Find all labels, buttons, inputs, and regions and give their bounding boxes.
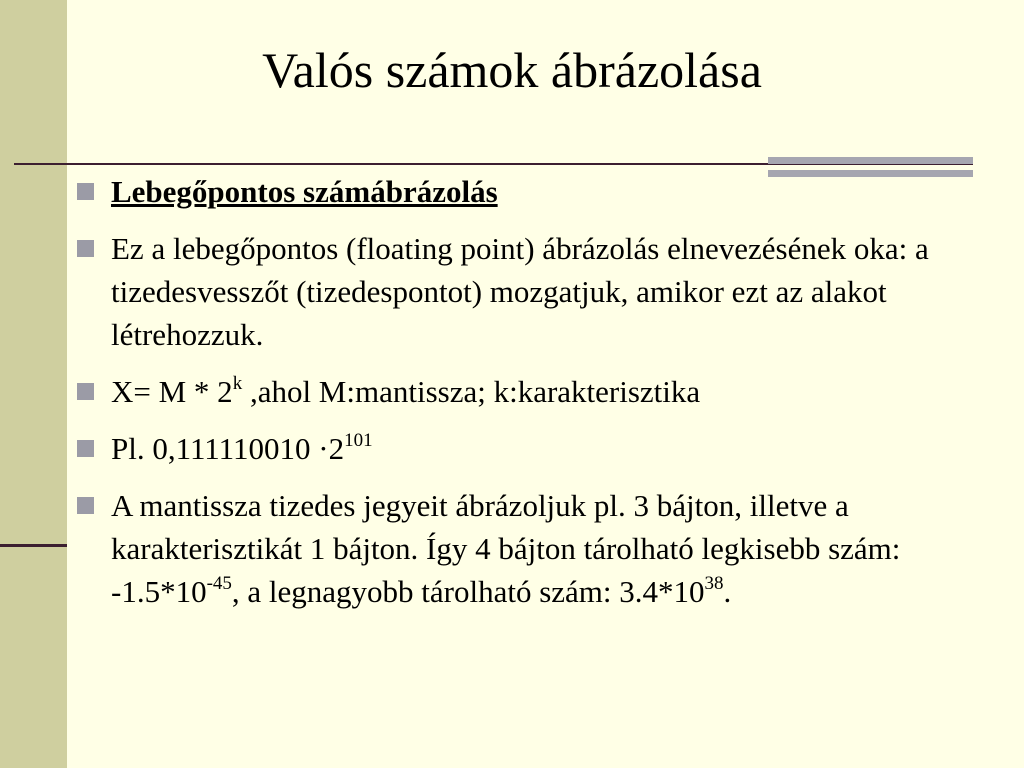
left-decorative-bar (0, 0, 67, 768)
storage-exponent-2: 38 (704, 573, 724, 594)
bullet-formula (77, 370, 957, 413)
storage-text-3: . (723, 574, 732, 609)
storage-text-2: , a legnagyobb tárolható szám: 3.4*10 (231, 574, 705, 609)
slide-title: Valós számok ábrázolása (262, 42, 762, 98)
square-bullet-icon (77, 183, 94, 200)
storage-exponent-1: -45 (206, 573, 232, 594)
bullet-intro (77, 227, 957, 356)
bullet-list (77, 170, 957, 627)
example-prefix: Pl. 0,111110010 ·2 (111, 431, 345, 466)
accent-bar-top (768, 157, 973, 164)
formula-suffix: ,ahol M:mantissza; k:karakterisztika (242, 374, 701, 409)
left-divider-line (0, 544, 67, 547)
formula-prefix: X= M * 2 (111, 374, 233, 409)
section-heading: Lebegőpontos számábrázolás (111, 174, 498, 209)
square-bullet-icon (77, 383, 94, 400)
intro-text: Ez a lebegőpontos (floating point) ábrázolás elnevezésének oka: a tizedesvesszőt (tizedespontot) mozgatjuk, amikor ezt az alakot létrehozzuk. (111, 231, 929, 352)
bullet-heading (77, 170, 957, 213)
square-bullet-icon (77, 497, 94, 514)
storage-text-1: A mantissza tizedes jegyeit ábrázoljuk pl. 3 bájton, illetve a karakterisztikát 1 bájton. Így 4 bájton tárolható legkisebb szám: -1.5*10 (111, 488, 901, 609)
bullet-storage (77, 484, 957, 613)
example-exponent: 101 (344, 430, 373, 451)
square-bullet-icon (77, 440, 94, 457)
formula-exponent: k (232, 373, 243, 394)
bullet-example (77, 427, 957, 470)
square-bullet-icon (77, 240, 94, 257)
